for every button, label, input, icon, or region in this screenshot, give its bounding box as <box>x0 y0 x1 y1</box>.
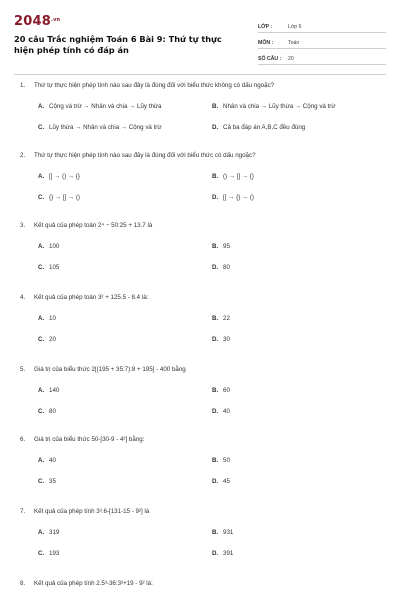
question-item <box>14 152 386 201</box>
answer-option[interactable] <box>212 529 386 536</box>
question-text: Giá trị của biểu thức 50-[30-9 - 4³] bằng: <box>34 436 145 443</box>
answer-option[interactable] <box>212 243 386 250</box>
option-text: 22 <box>223 315 230 322</box>
option-letter: B. <box>212 243 219 250</box>
question-line <box>14 436 386 443</box>
question-item <box>14 294 386 343</box>
answer-option[interactable] <box>38 336 212 343</box>
answer-option[interactable] <box>212 336 386 343</box>
question-number: 7. <box>20 508 26 515</box>
answer-option[interactable] <box>38 550 212 557</box>
option-text: 60 <box>223 387 230 394</box>
brand-logo[interactable] <box>14 14 224 29</box>
answer-option[interactable] <box>38 173 212 180</box>
option-text: 140 <box>49 387 60 394</box>
header-left <box>14 14 224 65</box>
question-number: 2. <box>20 152 26 159</box>
meta-row-subject <box>258 33 386 49</box>
option-text: 80 <box>223 264 230 271</box>
meta-box <box>258 17 386 65</box>
brand-name: 2048 <box>14 14 51 29</box>
answer-options <box>14 457 386 485</box>
option-text: 931 <box>223 529 234 536</box>
answer-option[interactable] <box>38 194 212 201</box>
option-letter: B. <box>212 457 219 464</box>
question-line <box>14 294 386 301</box>
option-letter: D. <box>212 478 219 485</box>
option-text: 319 <box>49 529 60 536</box>
meta-row-count <box>258 49 386 65</box>
question-item <box>14 580 386 587</box>
answer-option[interactable] <box>212 124 386 131</box>
option-text: 100 <box>49 243 60 250</box>
option-text: {} → [] → () <box>49 194 80 201</box>
option-letter: D. <box>212 336 219 343</box>
question-line <box>14 152 386 159</box>
question-text: Giá trị của biểu thức 2[(195 + 35:7):8 + 195] - 400 bằng <box>34 366 186 373</box>
option-letter: A. <box>38 529 45 536</box>
option-letter: C. <box>38 194 45 201</box>
header <box>14 14 386 65</box>
option-letter: D. <box>212 550 219 557</box>
option-text: 105 <box>49 264 60 271</box>
answer-option[interactable] <box>38 457 212 464</box>
answer-option[interactable] <box>38 264 212 271</box>
question-number: 1. <box>20 82 26 89</box>
option-letter: C. <box>38 408 45 415</box>
option-text: Cộng và trừ → Nhân và chia → Lũy thừa <box>49 103 162 110</box>
option-letter: D. <box>212 194 219 201</box>
question-line <box>14 366 386 373</box>
option-text: [] → {} → () <box>223 194 254 201</box>
option-text: 20 <box>49 336 56 343</box>
brand-suffix: .vn <box>50 17 61 23</box>
answer-option[interactable] <box>212 173 386 180</box>
answer-options <box>14 315 386 343</box>
header-divider <box>14 74 386 75</box>
answer-option[interactable] <box>38 478 212 485</box>
question-item <box>14 508 386 557</box>
option-text: 30 <box>223 336 230 343</box>
answer-option[interactable] <box>212 315 386 322</box>
answer-option[interactable] <box>212 387 386 394</box>
option-text: Lũy thừa → Nhân và chia → Cộng và trừ <box>49 124 162 131</box>
answer-option[interactable] <box>38 387 212 394</box>
option-letter: A. <box>38 173 45 180</box>
meta-key: LỚP : <box>258 24 273 30</box>
option-letter: D. <box>212 124 219 131</box>
answer-option[interactable] <box>212 103 386 110</box>
option-letter: C. <box>38 264 45 271</box>
option-text: 40 <box>223 408 230 415</box>
question-text: Thứ tự thực hiện phép tính nào sau đây là đúng đối với biểu thức không có dấu ngoặc? <box>34 82 275 89</box>
option-letter: B. <box>212 387 219 394</box>
answer-option[interactable] <box>212 408 386 415</box>
meta-key: SỐ CÂU : <box>258 56 282 62</box>
question-text: Kết quả của phép tính 3³.6-[131-15 - 9²] là <box>34 508 150 515</box>
meta-value: Toán <box>288 40 300 46</box>
option-letter: D. <box>212 408 219 415</box>
meta-row-class <box>258 17 386 33</box>
answer-option[interactable] <box>212 264 386 271</box>
answer-option[interactable] <box>38 103 212 110</box>
answer-options <box>14 243 386 271</box>
option-letter: B. <box>212 529 219 536</box>
question-text: Thứ tự thực hiện phép tính nào sau đây là đúng đối với biểu thức có dấu ngoặc? <box>34 152 256 159</box>
page-title: 20 câu Trắc nghiệm Toán 6 Bài 9: Thứ tự thực hiện phép tính có đáp án <box>14 34 222 55</box>
option-text: 95 <box>223 243 230 250</box>
option-letter: A. <box>38 315 45 322</box>
answer-options <box>14 529 386 557</box>
option-text: 10 <box>49 315 56 322</box>
option-letter: C. <box>38 550 45 557</box>
question-item <box>14 366 386 415</box>
option-text: 80 <box>49 408 56 415</box>
answer-option[interactable] <box>38 408 212 415</box>
option-letter: B. <box>212 103 219 110</box>
option-text: 45 <box>223 478 230 485</box>
question-text: Kết quả của phép toán 3² + 125.5 - 8.4 là: <box>34 294 149 301</box>
question-text: Kết quả của phép tính 2.5³-36:3²+19 - 9² là: <box>34 580 153 587</box>
option-letter: B. <box>212 315 219 322</box>
meta-key: MÔN : <box>258 40 274 46</box>
option-letter: A. <box>38 243 45 250</box>
answer-option[interactable] <box>212 457 386 464</box>
question-line <box>14 222 386 229</box>
answer-option[interactable] <box>212 194 386 201</box>
question-line <box>14 508 386 515</box>
answer-options <box>14 387 386 415</box>
question-item <box>14 82 386 131</box>
document-page <box>14 14 386 75</box>
question-item <box>14 436 386 485</box>
option-letter: C. <box>38 124 45 131</box>
meta-value: Lớp 6 <box>288 24 302 30</box>
option-letter: A. <box>38 103 45 110</box>
option-text: Cả ba đáp án A,B,C đều đúng <box>223 124 306 131</box>
answer-options <box>14 103 386 131</box>
question-number: 3. <box>20 222 26 229</box>
answer-option[interactable] <box>38 529 212 536</box>
option-letter: D. <box>212 264 219 271</box>
option-text: 35 <box>49 478 56 485</box>
question-text: Kết quả của phép toán 2⁴ − 50:25 + 13.7 là <box>34 222 153 229</box>
option-text: 391 <box>223 550 234 557</box>
question-line <box>14 82 386 89</box>
answer-options <box>14 173 386 201</box>
answer-option[interactable] <box>38 243 212 250</box>
option-text: Nhân và chia → Lũy thừa → Cộng và trừ <box>223 103 336 110</box>
option-text: 193 <box>49 550 60 557</box>
option-letter: A. <box>38 457 45 464</box>
answer-option[interactable] <box>38 124 212 131</box>
question-number: 5. <box>20 366 26 373</box>
answer-option[interactable] <box>38 315 212 322</box>
option-letter: C. <box>38 478 45 485</box>
option-text: 40 <box>49 457 56 464</box>
question-number: 6. <box>20 436 26 443</box>
option-text: 50 <box>223 457 230 464</box>
option-text: [] → () → {} <box>49 173 80 180</box>
question-item <box>14 222 386 271</box>
meta-value: 20 <box>288 56 294 62</box>
answer-option[interactable] <box>212 478 386 485</box>
answer-option[interactable] <box>212 550 386 557</box>
question-line <box>14 580 386 587</box>
option-text: () → [] → {} <box>223 173 254 180</box>
option-letter: B. <box>212 173 219 180</box>
option-letter: C. <box>38 336 45 343</box>
question-number: 8. <box>20 580 26 587</box>
question-number: 4. <box>20 294 26 301</box>
option-letter: A. <box>38 387 45 394</box>
